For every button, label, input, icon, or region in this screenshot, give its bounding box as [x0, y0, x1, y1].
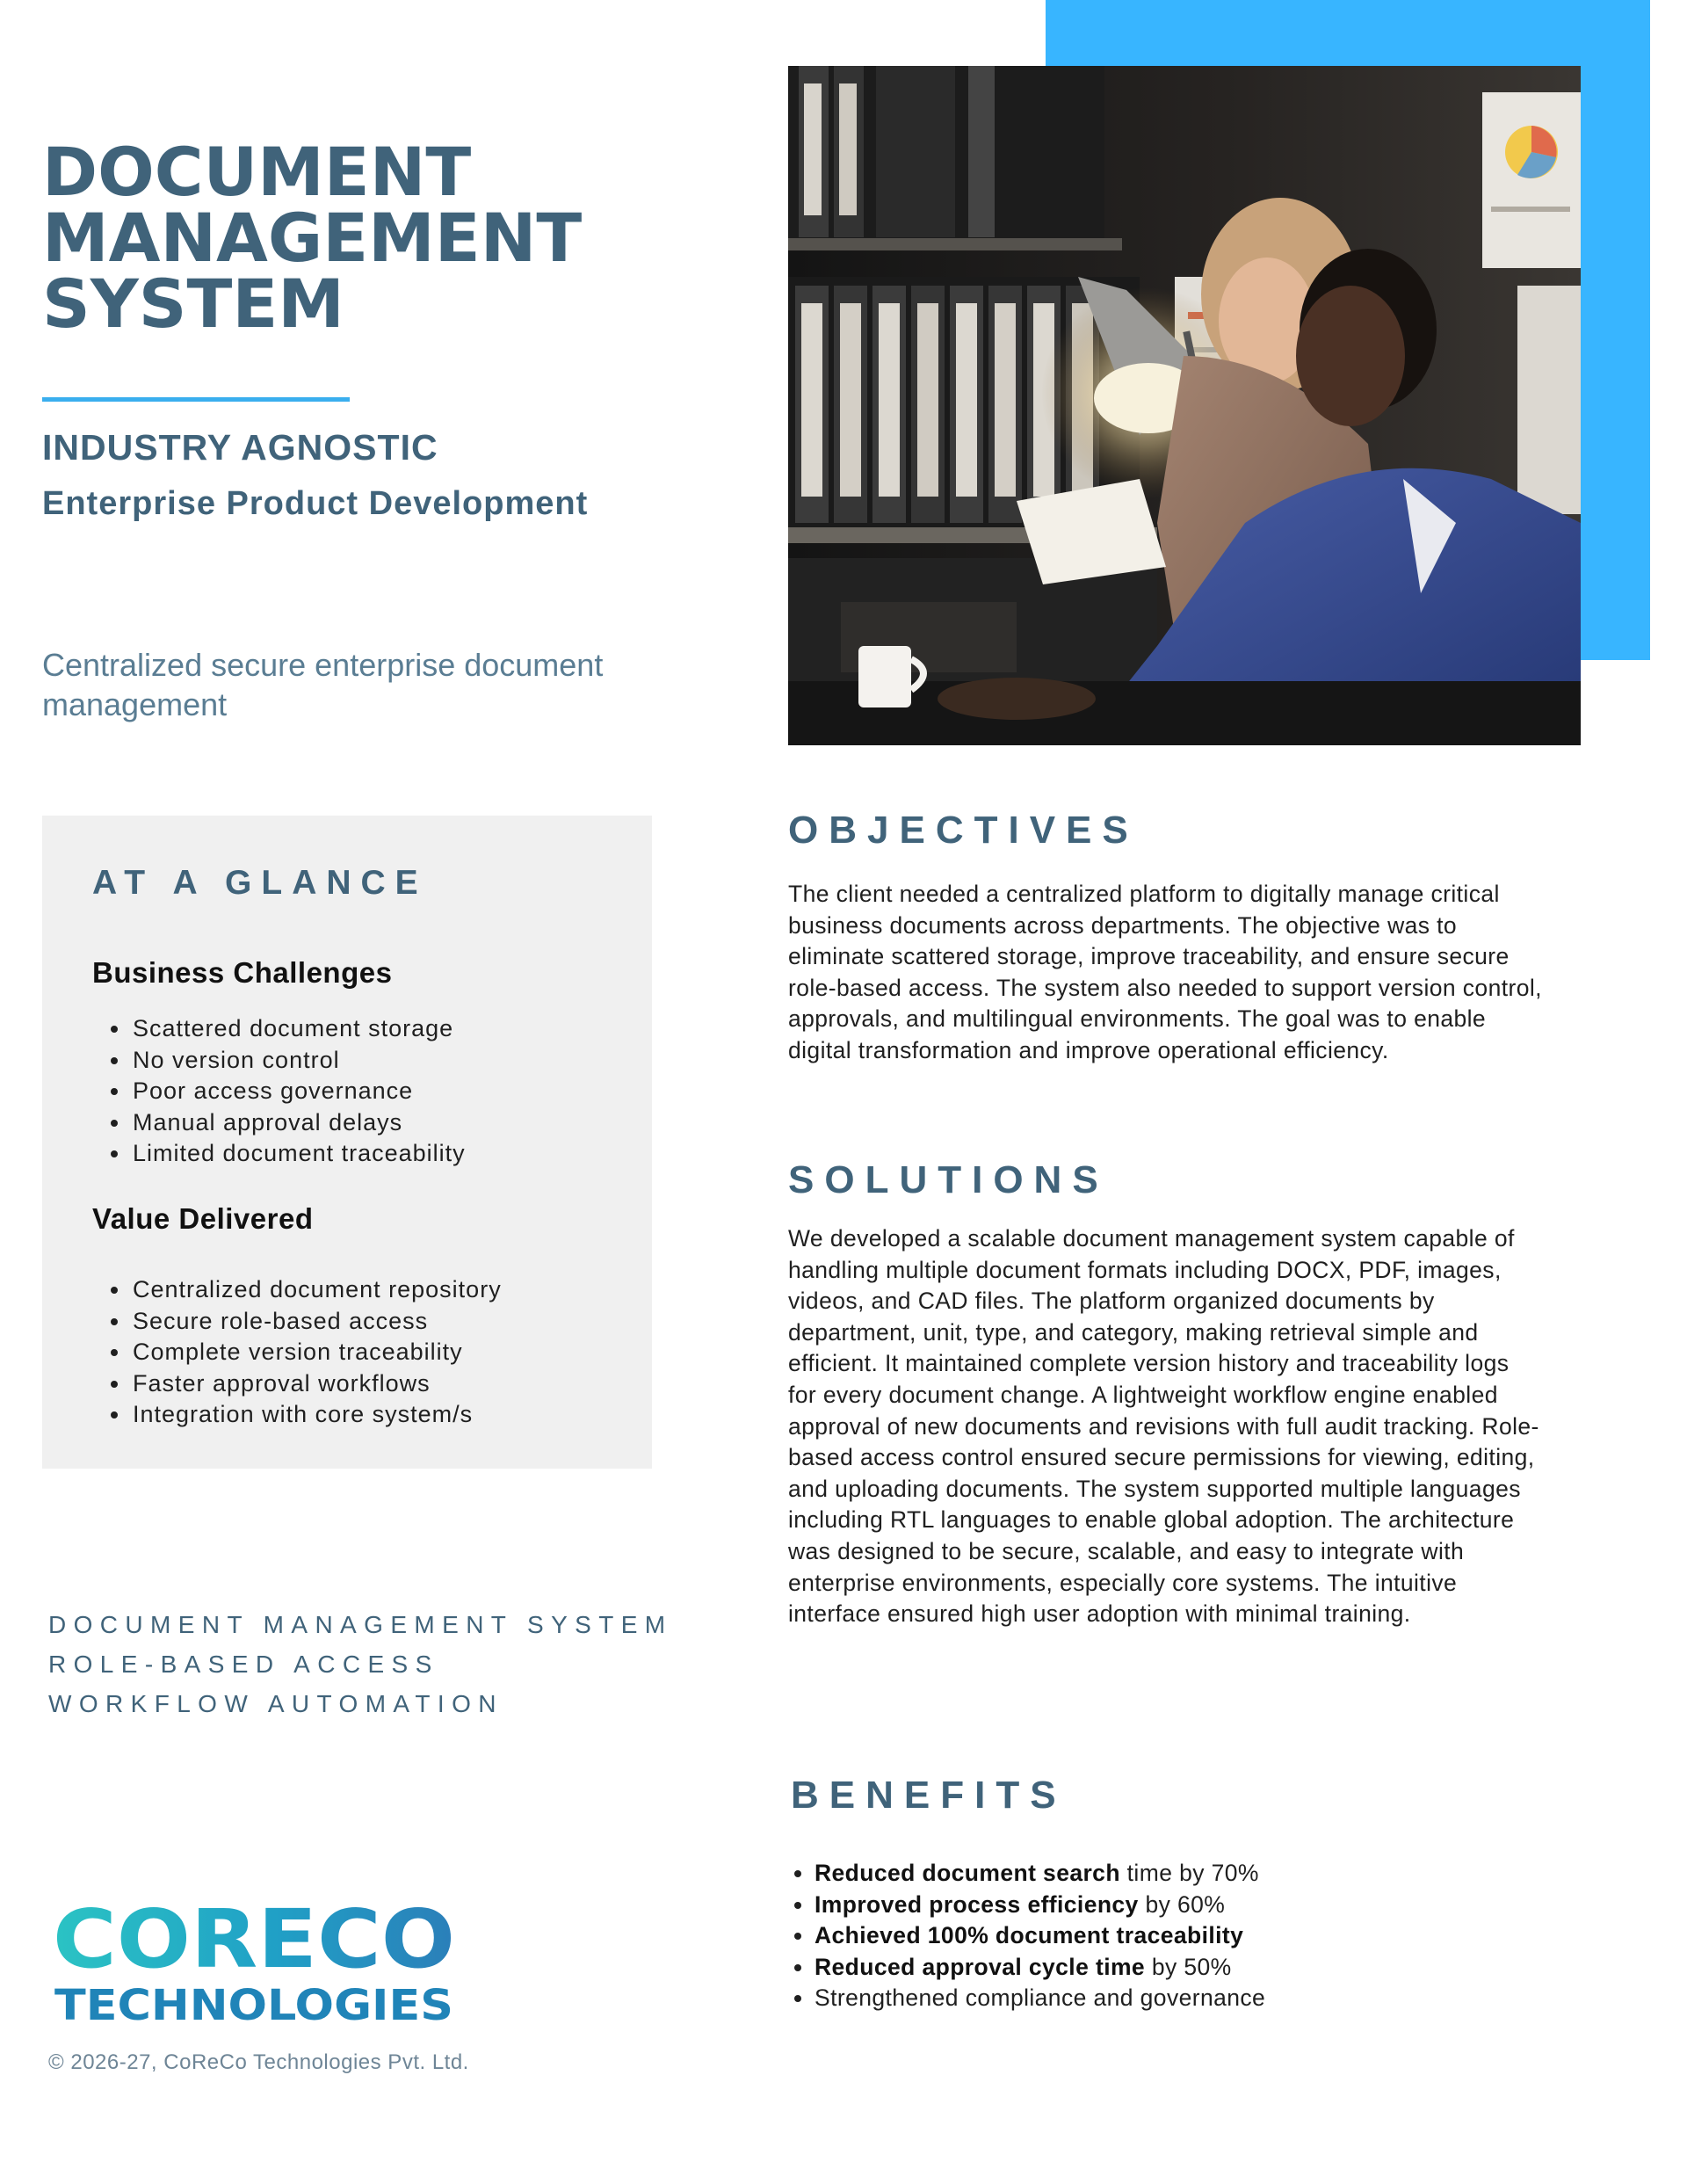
objectives-body: The client needed a centralized platform to digitally manage critical business documents across departments. The objective was to eliminate scattered storage, improve traceability, and ensure secure role-based access. The system also needed to support version control, approvals, and multilingual environments. The goal was to enable digital transformation and improve operational efficiency.	[788, 881, 1542, 1063]
tag: ROLE-BASED ACCESS	[48, 1651, 439, 1678]
list-item: • Scattered document storage	[131, 1013, 466, 1045]
copyright: © 2026-27, CoReCo Technologies Pvt. Ltd.	[48, 2050, 469, 2074]
solutions-body: We developed a scalable document management system capable of handling multiple document formats including DOCX, PDF, images, videos, and CAD files. The platform organized documents by department, unit, type, and category, making retrieval simple and efficient. It maintained complete version history and traceability logs for every document change. A lightweight workflow engine enabled approval of new documents and revisions with full audit tracking. Role-based access control ensured secure permissions for viewing, editing, and uploading documents. The system supported multiple languages including RTL languages to enable global adoption. The architecture was designed to be secure, scalable, and easy to integrate with enterprise environments, especially core systems. The intuitive interface ensured high user adoption with minimal training.	[788, 1225, 1539, 1628]
industry-label: INDUSTRY AGNOSTIC	[42, 427, 438, 468]
list-item: • Achieved 100% document traceability	[815, 1920, 1265, 1952]
logo-line1: CORECO	[53, 1897, 455, 1986]
at-a-glance-panel	[42, 816, 652, 1469]
list-item: • Manual approval delays	[131, 1107, 466, 1139]
objectives-title: OBJECTIVES	[788, 809, 1139, 852]
list-item: • Faster approval workflows	[131, 1368, 502, 1400]
benefits-title: BENEFITS	[791, 1774, 1067, 1817]
tag: WORKFLOW AUTOMATION	[48, 1690, 503, 1717]
business-challenges-heading: Business Challenges	[92, 956, 393, 989]
keyword-tags	[48, 1605, 673, 1723]
list-item: • Complete version traceability	[131, 1337, 502, 1368]
page-title: DOCUMENT MANAGEMENT SYSTEM	[42, 133, 583, 343]
list-item: • No version control	[131, 1045, 466, 1077]
challenges-list	[92, 1013, 466, 1170]
company-logo	[53, 1897, 466, 2033]
list-item: • Integration with core system/s	[131, 1399, 502, 1431]
list-item: • Improved process efficiency by 60%	[815, 1890, 1265, 1921]
benefits-list	[788, 1858, 1265, 2014]
values-list	[92, 1274, 502, 1431]
value-delivered-heading: Value Delivered	[92, 1202, 314, 1235]
solutions-title: SOLUTIONS	[788, 1158, 1109, 1201]
subtitle: Enterprise Product Development	[42, 485, 589, 522]
title-divider	[42, 397, 350, 402]
list-item: • Limited document traceability	[131, 1138, 466, 1170]
tagline: Centralized secure enterprise document management	[42, 647, 604, 722]
tag: DOCUMENT MANAGEMENT SYSTEM	[48, 1611, 673, 1638]
list-item: • Strengthened compliance and governance	[815, 1983, 1265, 2014]
list-item: • Centralized document repository	[131, 1274, 502, 1306]
list-item: • Reduced approval cycle time by 50%	[815, 1952, 1265, 1984]
logo-line2: TECHNOLOGIES	[54, 1981, 453, 2028]
list-item: • Poor access governance	[131, 1076, 466, 1107]
list-item: • Reduced document search time by 70%	[815, 1858, 1265, 1890]
list-item: • Secure role-based access	[131, 1306, 502, 1338]
office-photo	[788, 66, 1581, 745]
at-a-glance-title: AT A GLANCE	[92, 864, 428, 902]
